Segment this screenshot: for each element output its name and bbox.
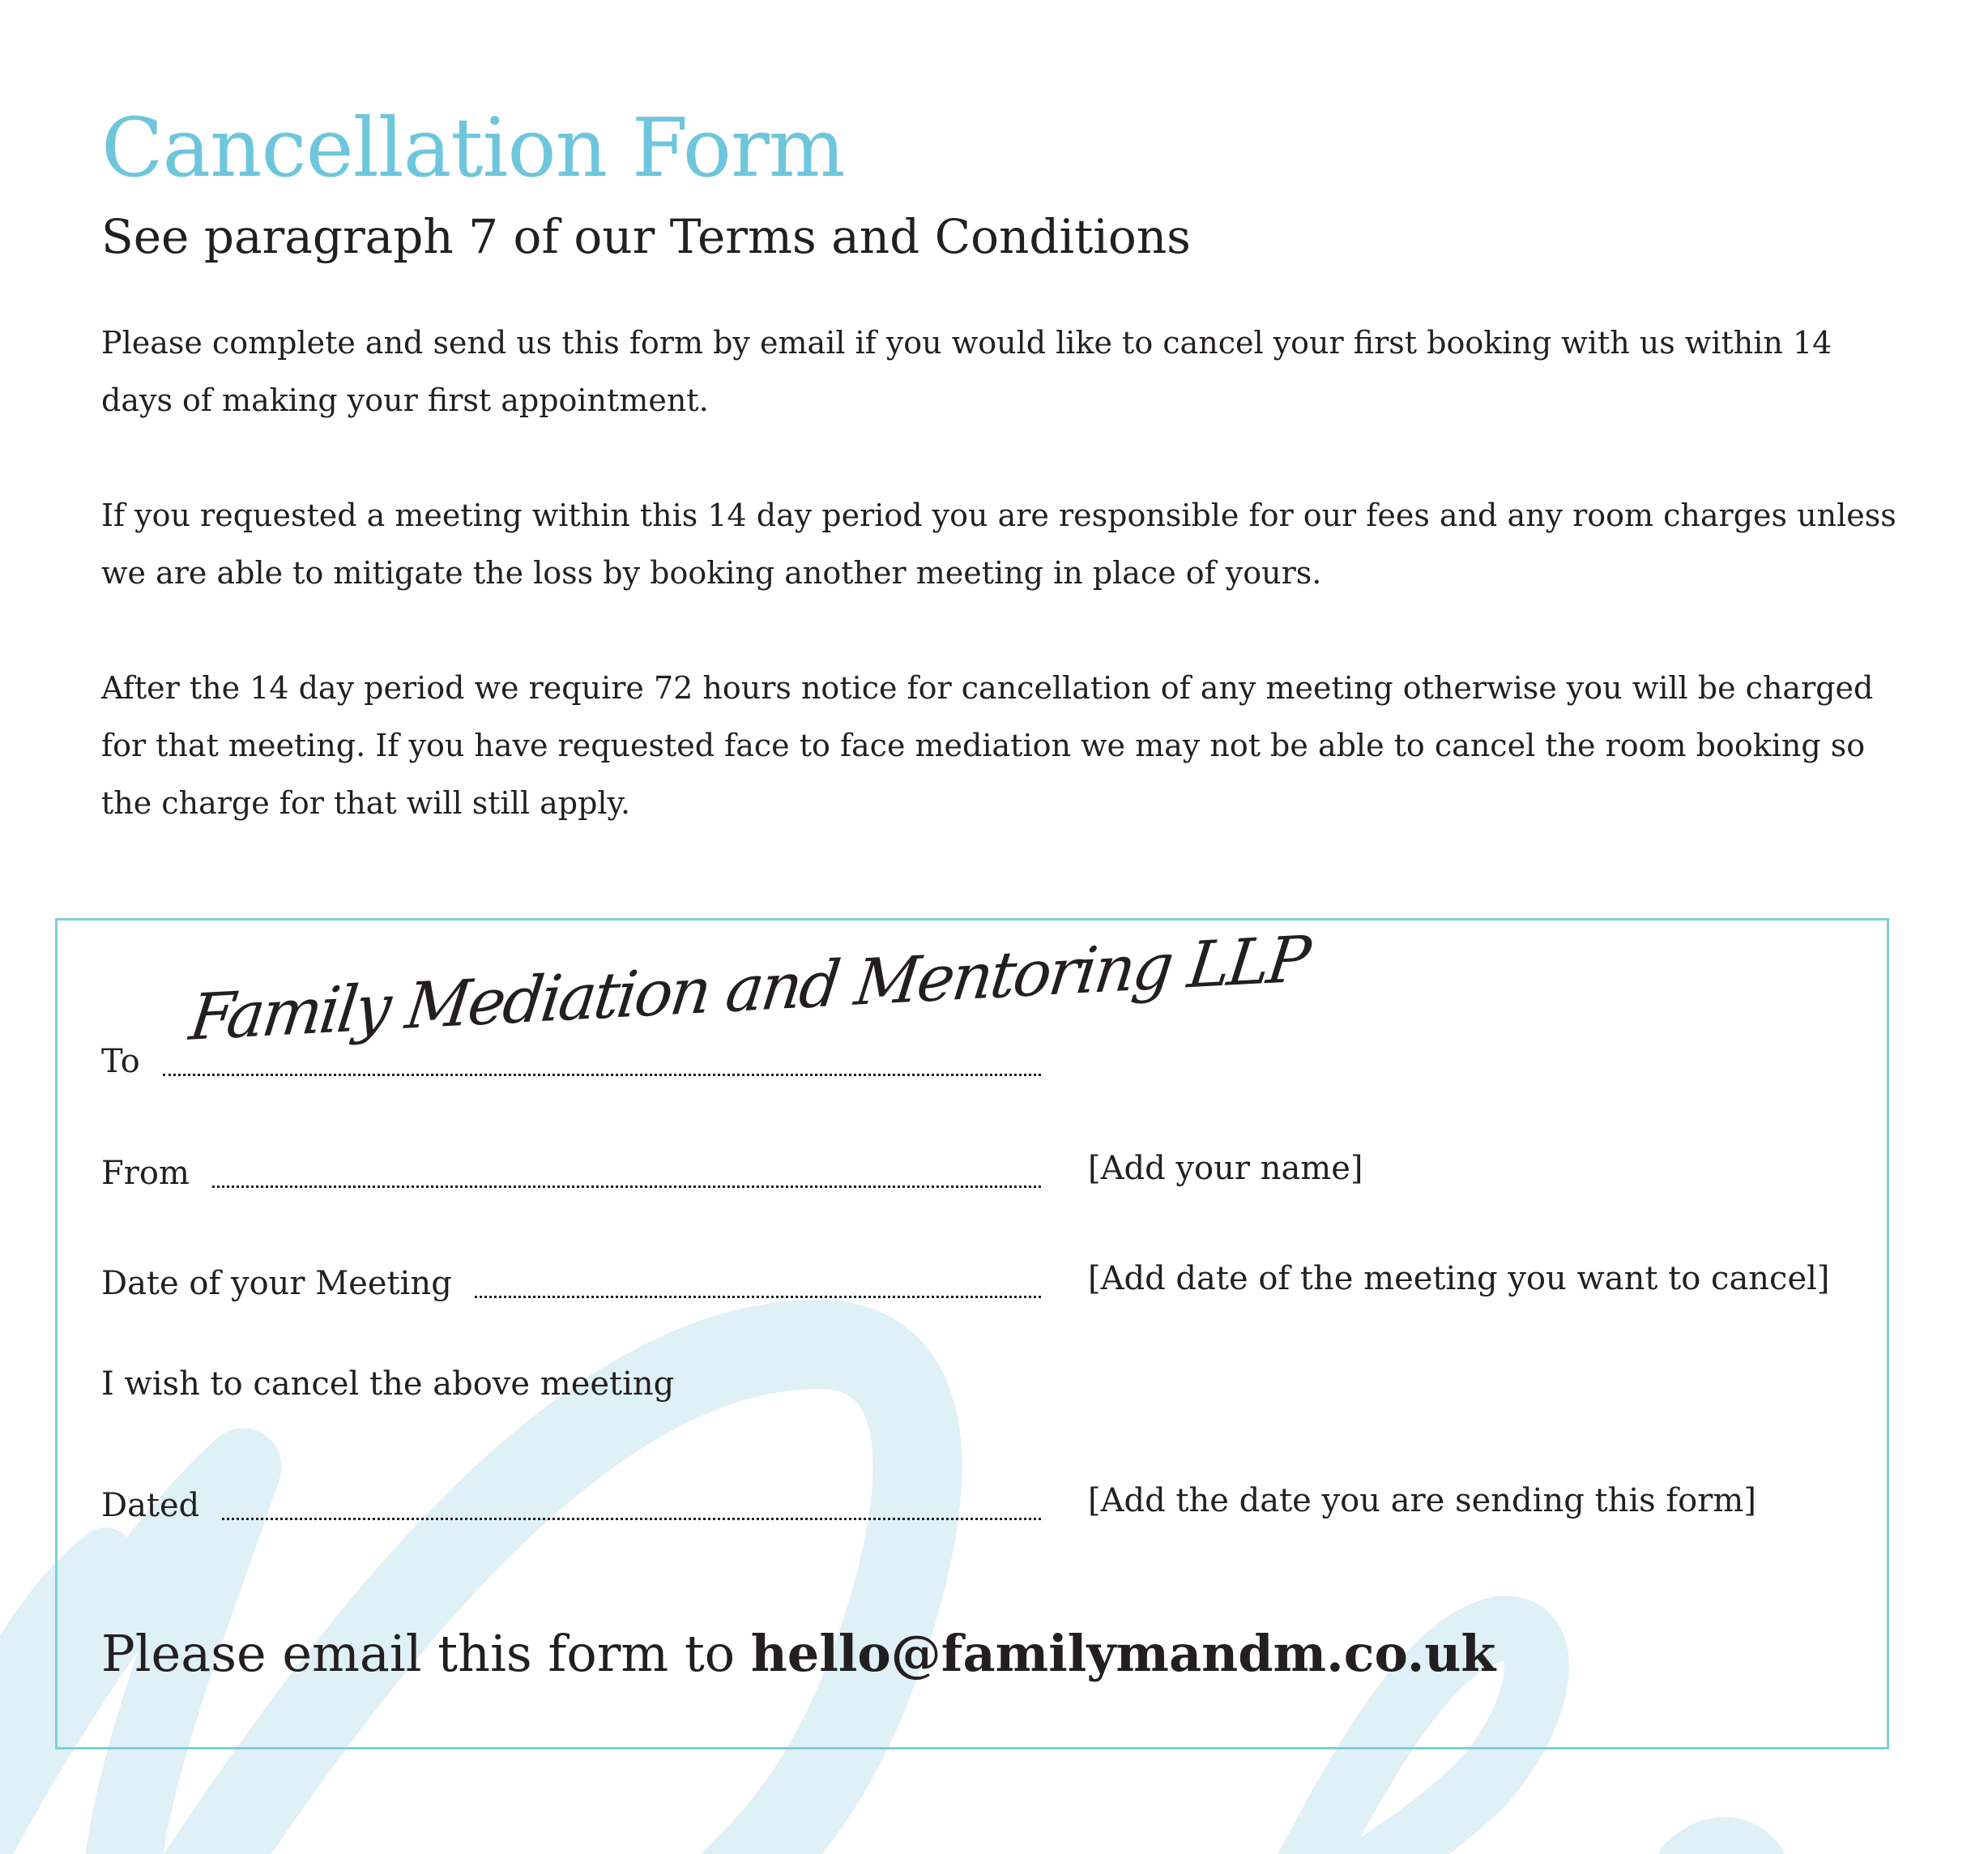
cancel-statement: I wish to cancel the above meeting (101, 1365, 675, 1403)
dated-label: Dated (101, 1487, 200, 1524)
page-title: Cancellation Form (101, 100, 845, 195)
from-row (101, 1130, 1041, 1194)
meeting-date-hint: [Add date of the meeting you want to cancel] (1088, 1260, 1830, 1297)
meeting-date-row (101, 1240, 1041, 1305)
dated-field[interactable] (222, 1514, 1041, 1520)
notice-paragraph: After the 14 day period we require 72 hours notice for cancellation of any meeting otherwise you will be charged for that meeting. If you have requested face to face mediation we may not be able to cancel the room booking so the charge for that will still apply. (101, 670, 1874, 821)
from-field[interactable] (212, 1182, 1041, 1188)
to-value-signature: Family Mediation and Mentoring LLP (186, 923, 1312, 1056)
meeting-date-label: Date of your Meeting (101, 1265, 452, 1302)
to-field[interactable] (163, 1070, 1041, 1076)
page-subtitle: See paragraph 7 of our Terms and Conditions (101, 209, 1191, 264)
from-label: From (101, 1155, 190, 1192)
email-prefix: Please email this form to (101, 1624, 751, 1683)
intro-paragraph: Please complete and send us this form by email if you would like to cancel your first booking with us within 14 days of making your first appointment. (101, 325, 1832, 418)
fees-paragraph: If you requested a meeting within this 14 day period you are responsible for our fees and any room charges unless we are able to mitigate the loss by booking another meeting in place of yours. (101, 498, 1896, 591)
email-address[interactable]: hello@familymandm.co.uk (750, 1624, 1496, 1683)
dated-row (101, 1462, 1041, 1527)
meeting-date-field[interactable] (475, 1292, 1041, 1298)
email-instruction (101, 1624, 1496, 1683)
from-hint: [Add your name] (1088, 1150, 1363, 1187)
to-label: To (101, 1043, 140, 1080)
dated-hint: [Add the date you are sending this form] (1088, 1482, 1756, 1519)
